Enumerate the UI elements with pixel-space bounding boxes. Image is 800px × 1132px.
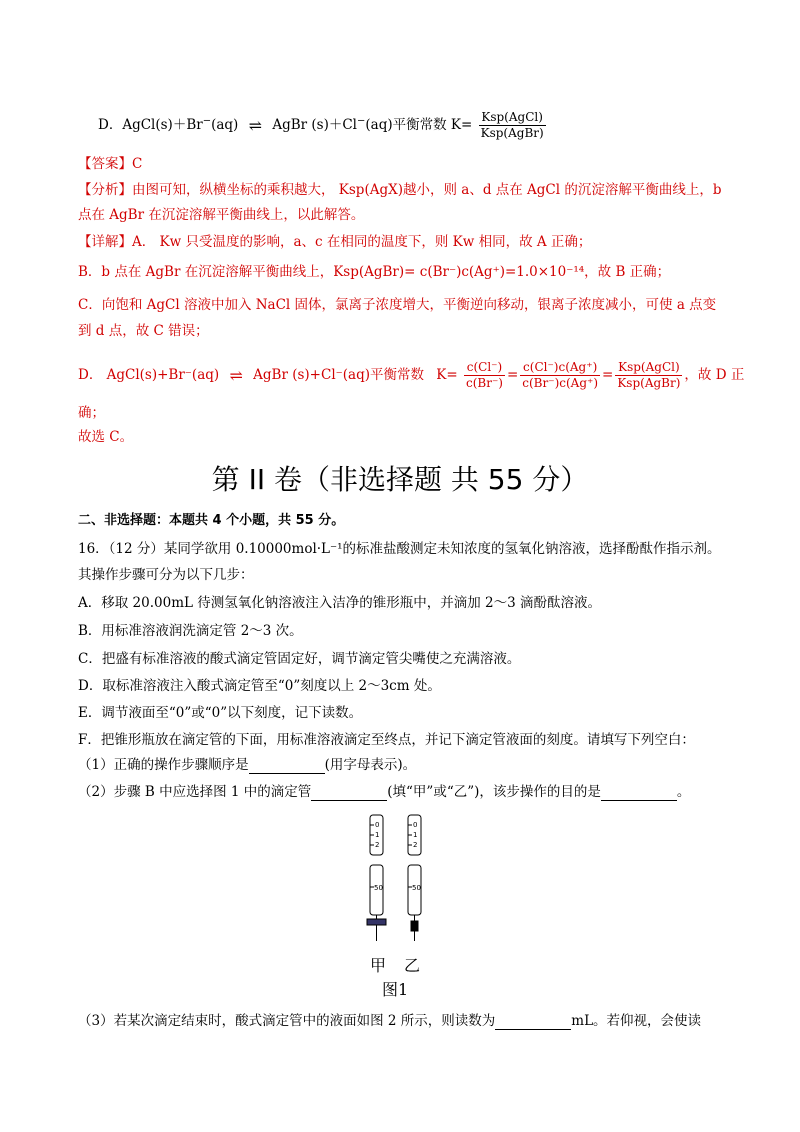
answer-blank-2[interactable] xyxy=(311,786,387,801)
detail-a: A． Kw 只受温度的影响，a、c 在相同的温度下，则 Kw 相同，故 A 正确； xyxy=(132,234,592,250)
option-d-sup: − xyxy=(202,115,212,127)
q16-step-b xyxy=(78,622,303,640)
analysis-line-2 xyxy=(78,206,364,224)
answer-line xyxy=(78,155,142,173)
tube-yi-mark-2: 2 xyxy=(413,841,418,849)
analysis-text-1: 由图可知，纵横坐标的乘积越大， Ksp(AgX)越小，则 a、d 点在 AgCl 的沉淀溶解平衡曲线上，b xyxy=(132,182,722,198)
detail-frac-2-num: c(Cl⁻)c(Ag⁺) xyxy=(520,360,600,376)
detail-c1: C．向饱和 AgCl 溶液中加入 NaCl 固体，氯离子浓度增大，平衡逆向移动，银离子浓度减小，可使 a 点变 xyxy=(78,297,717,313)
detail-line-b xyxy=(78,263,670,281)
detail-frac-3-den: Ksp(AgBr) xyxy=(617,376,681,390)
sub2-text-b: (填“甲”或“乙”)，该步操作的目的是 xyxy=(387,784,601,800)
option-d-line xyxy=(98,110,548,141)
figure-label-jia: 甲 xyxy=(370,956,387,975)
detail-frac-1-num: c(Cl⁻) xyxy=(464,360,505,376)
q16-step-d xyxy=(78,677,441,695)
detail-frac-3 xyxy=(615,360,682,391)
tube-yi-mark-0: 0 xyxy=(413,821,418,829)
answer-blank-3[interactable] xyxy=(601,786,677,801)
step-b-text: B．用标准溶液润洗滴定管 2～3 次。 xyxy=(78,623,303,639)
q16-step-f xyxy=(78,731,695,749)
option-d-frac-num: Ksp(AgCl) xyxy=(479,110,546,126)
detail-line-c1 xyxy=(78,296,716,314)
detail-d-prefix: D． AgCl(s)+Br⁻(aq) xyxy=(78,367,220,383)
option-d-fraction xyxy=(479,110,546,141)
detail-frac-2 xyxy=(520,360,600,391)
step-a-text: A．移取 20.00mL 待测氢氧化钠溶液注入洁净的锥形瓶中，并滴加 2～3 滴酚酞溶液。 xyxy=(78,595,602,611)
step-e-text: E．调节液面至“0”或“0”以下刻度，记下读数。 xyxy=(78,705,363,721)
answer-value: C xyxy=(132,156,143,172)
detail-frac-1 xyxy=(464,360,505,391)
detail-d-end: ，故 D 正 xyxy=(684,367,745,383)
sub1-text-a: （1）正确的操作步骤顺序是 xyxy=(78,757,249,773)
q16-step-c xyxy=(78,650,520,668)
option-d-rhs2: (aq)平衡常数 K= xyxy=(365,117,473,133)
tube-jia-mark-0: 0 xyxy=(375,821,380,829)
q16-intro-2-text: 其操作步骤可分为以下几步： xyxy=(78,567,254,583)
step-c-text: C．把盛有标准溶液的酸式滴定管固定好，调节滴定管尖嘴使之充满溶液。 xyxy=(78,651,521,667)
tube-jia-mark-50: 50 xyxy=(374,884,383,892)
detail-frac-2-den: c(Br⁻)c(Ag⁺) xyxy=(522,376,599,390)
option-d-sup2: − xyxy=(357,115,366,127)
tube-yi-mark-1: 1 xyxy=(413,831,418,839)
detail-line-d: D． AgCl(s)+Br⁻(aq) ⇌ AgBr (s)+Cl⁻(aq)平衡常数 K= $\frac{c(Cl^-)}{c(Br^-)}$ = $\frac{c(Cl^-)c(Ag^+)}{c(Br^-)c(Ag^+)}$ = $\frac{\text{Ksp(AgCl)}}{\text{Ksp(AgBr)}}$ ，故 D 正 xyxy=(78,360,745,390)
analysis-label: 【分析】 xyxy=(78,182,132,198)
sub2-text-c: 。 xyxy=(676,784,691,800)
q16-step-e xyxy=(78,704,362,722)
tube-jia-mark-2: 2 xyxy=(375,841,380,849)
q16-intro-1 xyxy=(78,540,721,558)
detail-c2: 到 d 点，故 C 错误； xyxy=(78,323,209,339)
detail-d-k: K= xyxy=(436,367,458,383)
analysis-line-1 xyxy=(78,181,722,199)
step-d-text: D．取标准溶液注入酸式滴定管至“0”刻度以上 2～3cm 处。 xyxy=(78,678,441,694)
answer-label: 【答案】 xyxy=(78,156,132,172)
figure-1 xyxy=(350,805,460,999)
option-d-frac-den: Ksp(AgBr) xyxy=(480,126,544,140)
option-d-aq: (aq) xyxy=(211,117,239,133)
equilibrium-arrow-icon: ⇌ xyxy=(248,115,263,135)
q16-sub-3 xyxy=(78,1012,701,1030)
detail-d-rhs: AgBr (s)+Cl⁻(aq)平衡常数 xyxy=(253,367,424,383)
conclusion: 故选 C。 xyxy=(78,429,134,445)
q16-intro-1-text: 16．（12 分）某同学欲用 0.10000mol·L⁻¹的标准盐酸测定未知浓度的氢氧化钠溶液，选择酚酞作指示剂。 xyxy=(78,541,721,557)
detail-d-end2: 确； xyxy=(78,405,105,421)
q16-intro-2 xyxy=(78,566,254,584)
burettes-diagram xyxy=(350,805,460,950)
detail-frac-3-num: Ksp(AgCl) xyxy=(615,360,682,376)
q16-step-a xyxy=(78,594,601,612)
section-title: 第 II 卷（非选择题 共 55 分） xyxy=(211,463,589,496)
equilibrium-arrow-icon: ⇌ xyxy=(229,365,243,385)
detail-frac-1-den: c(Br⁻) xyxy=(465,376,503,390)
option-d-rhs: AgBr (s)＋Cl xyxy=(272,117,357,133)
detail-line-c2 xyxy=(78,322,209,340)
sub3-text-a: （3）若某次滴定结束时，酸式滴定管中的液面如图 2 所示，则读数为 xyxy=(78,1013,496,1029)
sub1-text-b: (用字母表示)。 xyxy=(324,757,417,773)
q16-sub-1 xyxy=(78,756,416,774)
section-heading-text: 二、非选择题：本题共 4 个小题，共 55 分。 xyxy=(78,513,345,528)
answer-blank-4[interactable] xyxy=(495,1015,571,1030)
step-f-text: F．把锥形瓶放在滴定管的下面，用标准溶液滴定至终点，并记下滴定管液面的刻度。请填写下列空白： xyxy=(78,732,695,748)
answer-blank-1[interactable] xyxy=(249,759,325,774)
detail-b: B．b 点在 AgBr 在沉淀溶解平衡曲线上，Ksp(AgBr)= c(Br⁻)c(Ag⁺)=1.0×10⁻¹⁴，故 B 正确； xyxy=(78,264,671,280)
analysis-text-2: 点在 AgBr 在沉淀溶解平衡曲线上，以此解答。 xyxy=(78,207,365,223)
figure-label-yi: 乙 xyxy=(404,956,421,975)
section-heading xyxy=(78,512,344,530)
detail-line-d2 xyxy=(78,404,105,422)
detail-label: 【详解】 xyxy=(78,234,132,250)
sub3-text-b: mL。若仰视，会使读 xyxy=(571,1013,702,1029)
sub2-text-a: （2）步骤 B 中应选择图 1 中的滴定管 xyxy=(78,784,312,800)
option-d-prefix: D．AgCl(s)＋Br xyxy=(98,117,203,133)
conclusion-line xyxy=(78,428,133,446)
figure-caption: 图1 xyxy=(382,980,409,999)
tube-yi-mark-50: 50 xyxy=(412,884,421,892)
tube-jia-mark-1: 1 xyxy=(375,831,380,839)
detail-line-a xyxy=(78,233,591,251)
q16-sub-2 xyxy=(78,783,690,801)
